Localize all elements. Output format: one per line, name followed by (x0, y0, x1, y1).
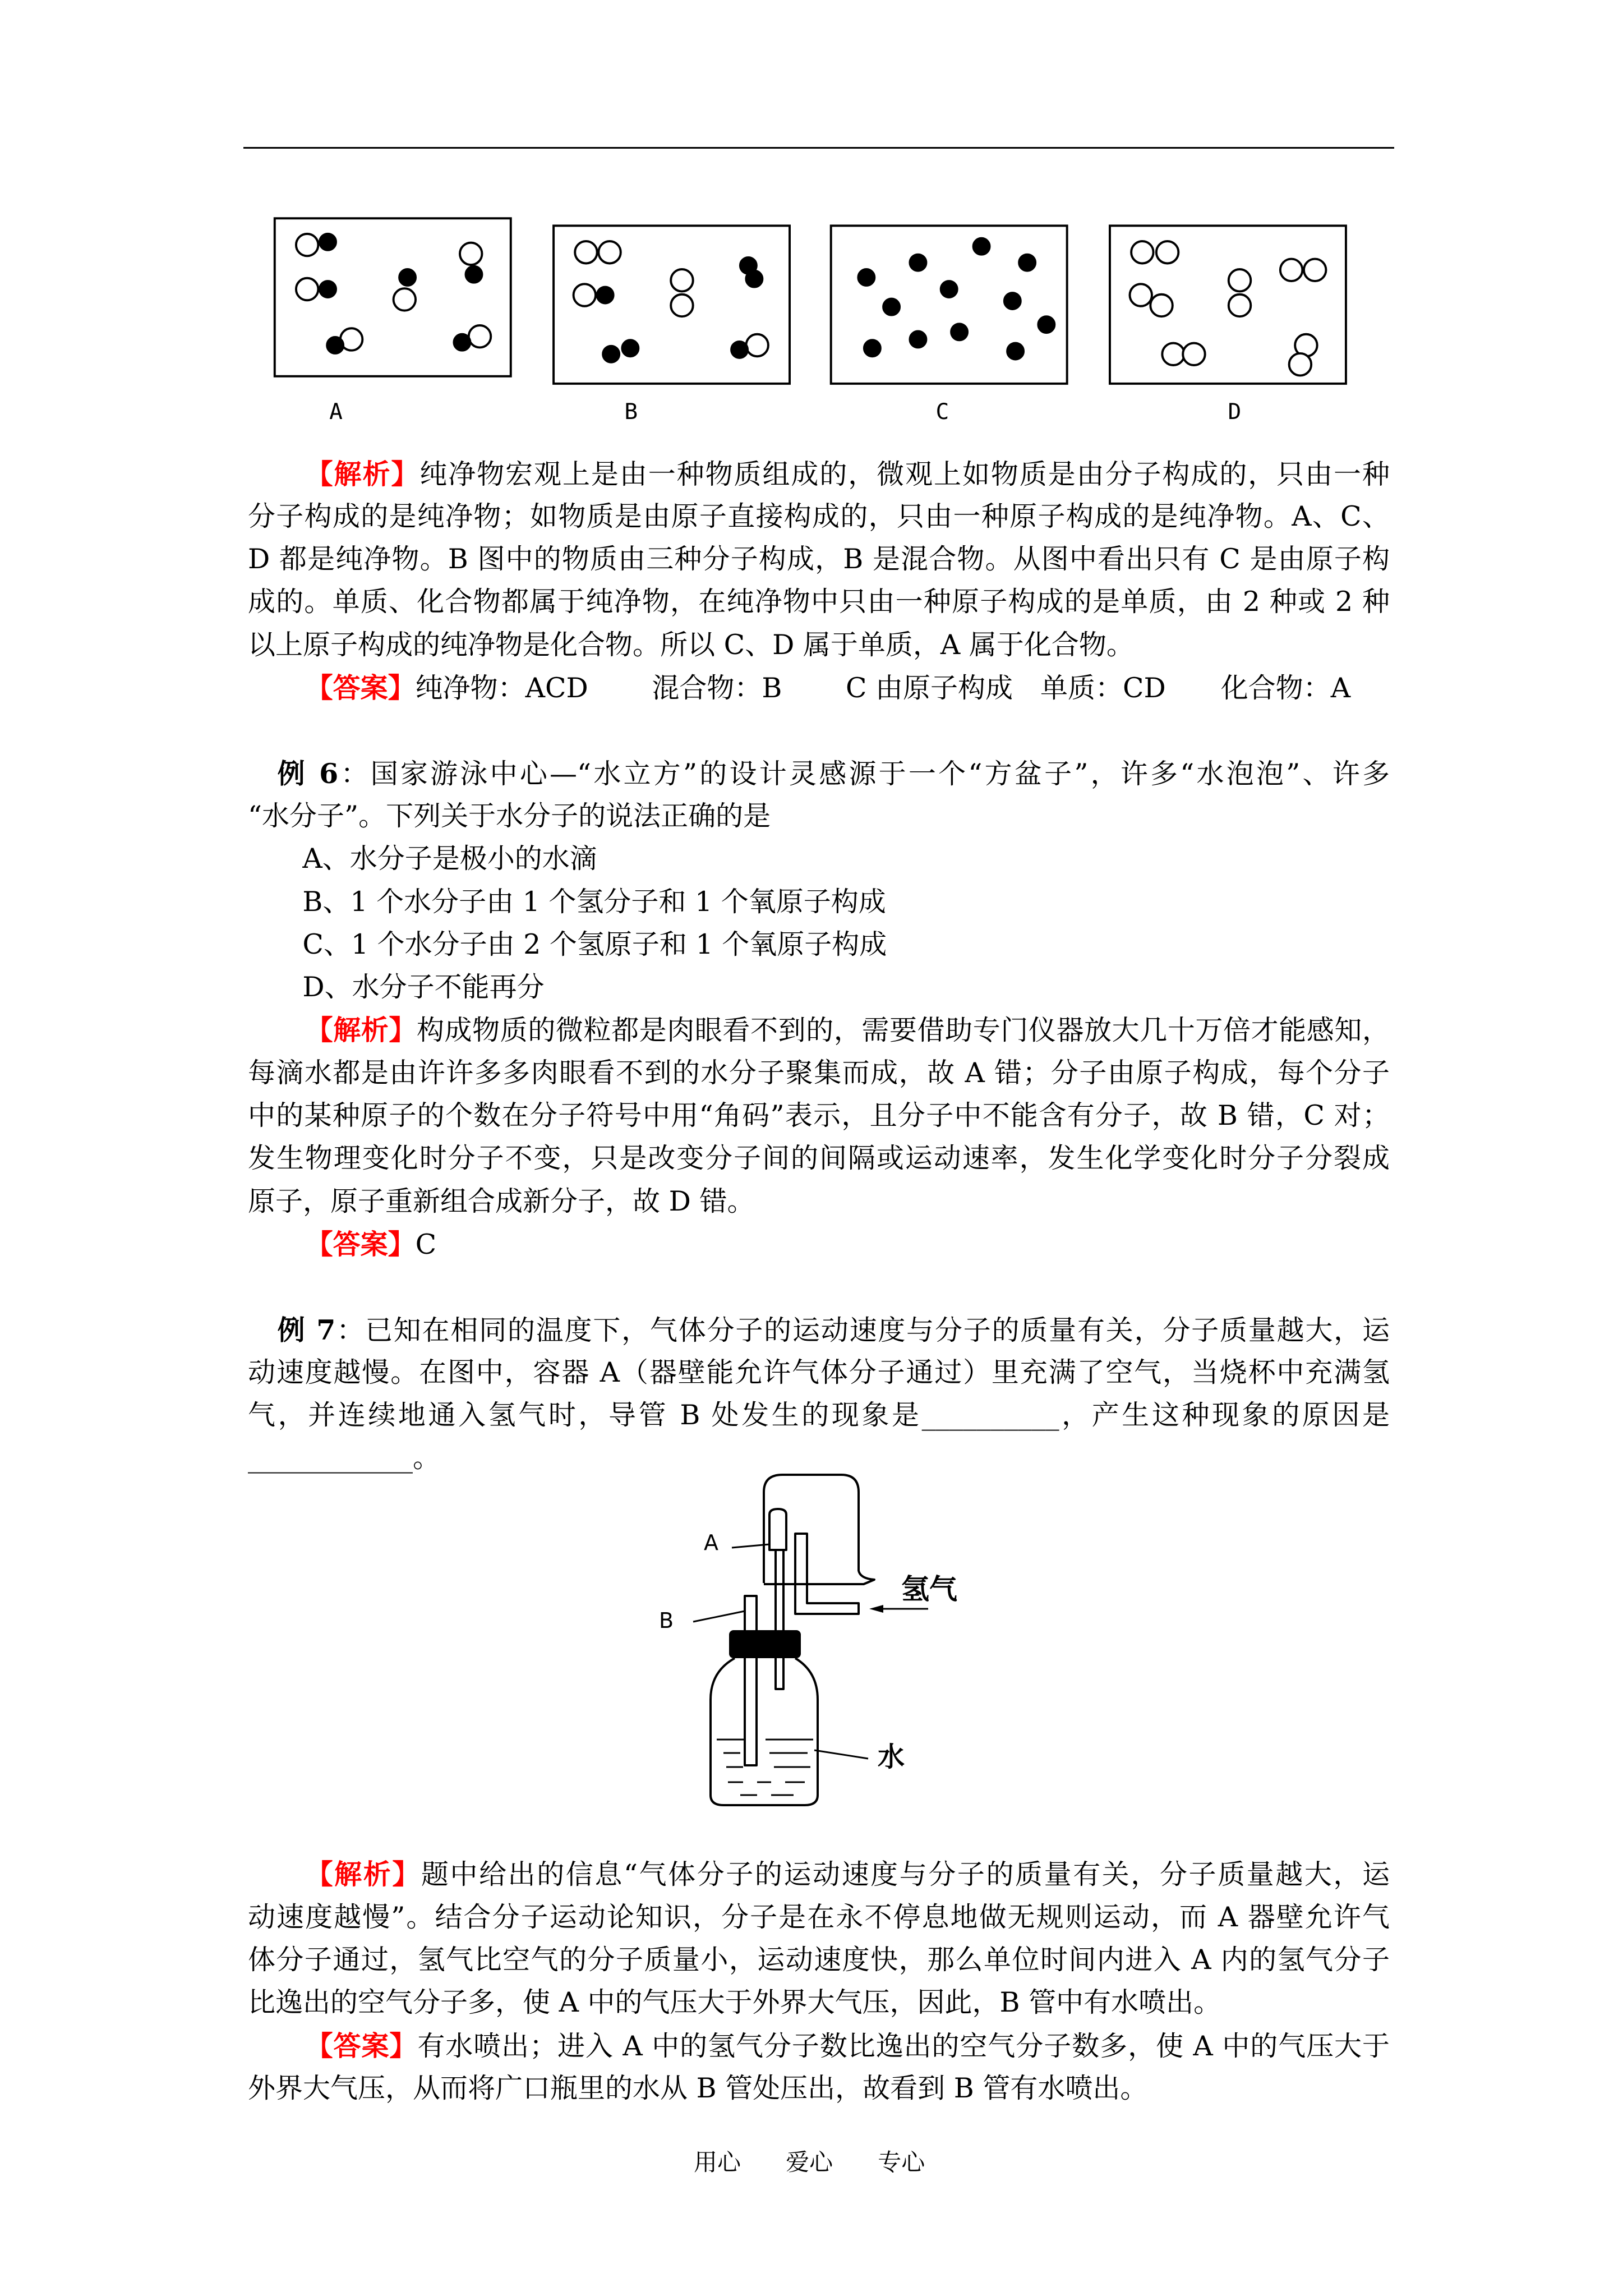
text-line (306, 671, 1351, 705)
section-label: 【解析】 (305, 457, 420, 490)
text-line (248, 1943, 1390, 1977)
tube-a (769, 1509, 786, 1689)
line-text: “水分子”。下列关于水分子的说法正确的是 (248, 799, 771, 832)
section-label: 【解析】 (305, 1858, 421, 1891)
atom-hollow (1150, 295, 1172, 316)
atom-filled (622, 340, 638, 356)
line-text: C、1 个水分子由 2 个氢原子和 1 个氧原子构成 (302, 928, 887, 960)
molecule-diagrams (266, 206, 1358, 428)
apparatus-diagram (645, 1458, 1009, 1851)
atom-filled (320, 281, 336, 297)
atom-hollow (1229, 269, 1251, 291)
atom-filled (327, 337, 343, 353)
line-text: C (415, 1228, 437, 1260)
text-line (248, 1185, 754, 1218)
atom-filled (864, 340, 880, 356)
line-text: D 都是纯净物。B 图中的物质由三种分子构成，B 是混合物。从图中看出只有 C 是由原子构 (248, 543, 1390, 576)
atom-filled (731, 342, 748, 358)
line-text: 分子构成的是纯净物；如物质是由原子直接构成的，只由一种原子构成的是纯净物。A、C、 (248, 500, 1390, 532)
atom-hollow (671, 295, 693, 316)
atom-filled (597, 287, 614, 303)
beaker (764, 1475, 874, 1584)
label-water: 水 (878, 1741, 905, 1773)
atom-hollow (296, 234, 318, 256)
atom-filled (1038, 316, 1054, 333)
atom-hollow (394, 288, 416, 310)
text-line (248, 1142, 1390, 1175)
line-text: 体分子通过，氢气比空气的分子质量小，运动速度快，那么单位时间内进入 A 内的氢气分子 (248, 1943, 1390, 1976)
l-tube (795, 1534, 859, 1614)
atom-hollow (575, 241, 597, 263)
text-line (302, 842, 597, 876)
line-text: 有水喷出；进入 A 中的氢气分子数比逸出的空气分子数多，使 A 中的气压大于 (417, 2030, 1390, 2062)
footer-text-2: 爱心 (786, 2148, 833, 2176)
example-number: 例 7 (277, 1313, 336, 1346)
figure-label-a: A (329, 399, 343, 425)
line-text: B、1 个水分子由 1 个氢分子和 1 个氧原子构成 (302, 885, 886, 918)
text-line (248, 1099, 1390, 1133)
text-line (306, 2029, 1390, 2063)
bottle (711, 1658, 818, 1805)
atom-filled (1007, 343, 1023, 360)
line-text: 发生物理变化时分子不变，只是改变分子间的间隔或运动速率，发生化学变化时分子分裂成 (248, 1142, 1390, 1175)
line-text: A、水分子是极小的水滴 (302, 843, 597, 875)
line-text: D、水分子不能再分 (302, 971, 545, 1004)
text-line (248, 1398, 1390, 1432)
footer (694, 2144, 925, 2178)
stopper (729, 1630, 801, 1658)
line-text: 每滴水都是由许许多多肉眼看不到的水分子聚集而成，故 A 错；分子由原子构成，每个分子 (248, 1056, 1390, 1089)
footer-text-3: 专心 (878, 2148, 925, 2176)
atom-hollow (460, 243, 482, 265)
text-line (248, 1056, 1390, 1090)
atom-filled (1004, 293, 1021, 309)
atom-filled (974, 238, 990, 255)
atom-hollow (746, 334, 768, 356)
figure-label-d: D (1228, 399, 1242, 425)
line-text: 中的某种原子的个数在分子符号中用“角码”表示，且分子中不能含有分子，故 B 错，C 对； (248, 1099, 1390, 1132)
text-line (248, 1986, 1221, 2019)
atom-filled (910, 255, 926, 271)
text-line (278, 1313, 1390, 1347)
atom-hollow (1131, 241, 1153, 263)
atom-hollow (1229, 295, 1251, 316)
atom-hollow (1129, 284, 1151, 306)
line-text: 外界大气压，从而将广口瓶里的水从 B 管处压出，故看到 B 管有水喷出。 (248, 2072, 1148, 2104)
text-line (248, 1901, 1390, 1934)
text-line (248, 2072, 1147, 2105)
text-line (248, 585, 1390, 619)
text-line (248, 799, 771, 833)
text-line (306, 1857, 1390, 1891)
text-line (306, 1227, 437, 1261)
line-text: 构成物质的微粒都是肉眼看不到的，需要借助专门仪器放大几十万倍才能感知， (416, 1014, 1390, 1047)
line-text: 动速度越慢”。结合分子运动论知识，分子是在永不停息地做无规则运动，而 A 器壁允许气 (248, 1901, 1390, 1933)
text-line (278, 757, 1390, 790)
atom-filled (941, 281, 957, 297)
line-text: 原子，原子重新组合成新分子，故 D 错。 (248, 1185, 755, 1217)
section-label: 【答案】 (305, 671, 416, 705)
footer-text-1: 用心 (694, 2148, 741, 2176)
atom-hollow (574, 284, 596, 306)
atom-filled (858, 269, 874, 286)
atom-filled (454, 334, 470, 351)
line-text: 纯净物：ACD 混合物：B C 由原子构成 单质：CD 化合物：A (415, 672, 1351, 705)
atom-hollow (671, 269, 693, 291)
atom-filled (883, 299, 900, 315)
atom-hollow (1183, 343, 1205, 365)
text-line (248, 1441, 440, 1475)
line-text: 动速度越慢。在图中，容器 A（器壁能允许气体分子通过）里充满了空气，当烧杯中充满氢 (248, 1356, 1390, 1388)
text-line (302, 885, 886, 919)
section-label: 【解析】 (305, 1014, 417, 1047)
text-line (302, 970, 544, 1004)
line-text: 比逸出的空气分子多，使 A 中的气压大于外界大气压，因此，B 管中有水喷出。 (248, 1986, 1221, 2019)
atom-hollow (598, 241, 620, 263)
figure-label-b: B (624, 399, 638, 425)
line-text: 成的。单质、化合物都属于纯净物，在纯净物中只由一种原子构成的是单质，由 2 种或 2 种 (248, 586, 1390, 618)
line-text: ：国家游泳中心—“水立方”的设计灵感源于一个“方盆子”，许多“水泡泡”、许多 (338, 757, 1390, 790)
atom-filled (951, 324, 967, 340)
tube-b (745, 1596, 757, 1765)
atom-filled (1019, 255, 1035, 271)
header-rule (243, 147, 1394, 149)
line-text: ____________。 (248, 1442, 441, 1474)
figure-label-c: C (935, 399, 949, 425)
text-line (248, 500, 1390, 533)
label-b: B (659, 1608, 674, 1633)
atom-filled (466, 266, 482, 283)
atom-hollow (1289, 353, 1311, 375)
line-text: ：已知在相同的温度下，气体分子的运动速度与分子的质量有关，分子质量越大，运 (335, 1314, 1390, 1346)
section-label: 【答案】 (305, 1227, 416, 1260)
text-line (248, 1356, 1390, 1389)
text-line (248, 628, 1134, 662)
molecule-box (831, 226, 1067, 384)
label-a: A (704, 1530, 718, 1555)
text-line (306, 457, 1390, 491)
atom-filled (399, 269, 416, 286)
line-text: 题中给出的信息“气体分子的运动速度与分子的质量有关，分子质量越大，运 (421, 1858, 1390, 1891)
text-line (302, 928, 887, 961)
atom-hollow (469, 325, 491, 347)
label-hydrogen: 氢气 (901, 1573, 957, 1605)
line-text: 气，并连续地通入氢气时，导管 B 处发生的现象是__________，产生这种现象的原因是 (248, 1399, 1390, 1432)
atom-filled (746, 271, 762, 287)
atom-hollow (1156, 241, 1178, 263)
atom-filled (910, 331, 926, 347)
line-text: 以上原子构成的纯净物是化合物。所以 C、D 属于单质，A 属于化合物。 (248, 628, 1134, 661)
atom-filled (320, 234, 336, 250)
example-number: 例 6 (277, 757, 339, 790)
atom-hollow (1304, 259, 1326, 281)
section-label: 【答案】 (305, 2029, 418, 2062)
text-line (306, 1013, 1390, 1047)
line-text: 纯净物宏观上是由一种物质组成的，微观上如物质是由分子构成的，只由一种 (419, 458, 1390, 490)
atom-hollow (1280, 259, 1302, 281)
atom-hollow (1162, 343, 1184, 365)
atom-hollow (296, 278, 318, 300)
text-line (248, 542, 1390, 576)
atom-filled (603, 346, 619, 362)
